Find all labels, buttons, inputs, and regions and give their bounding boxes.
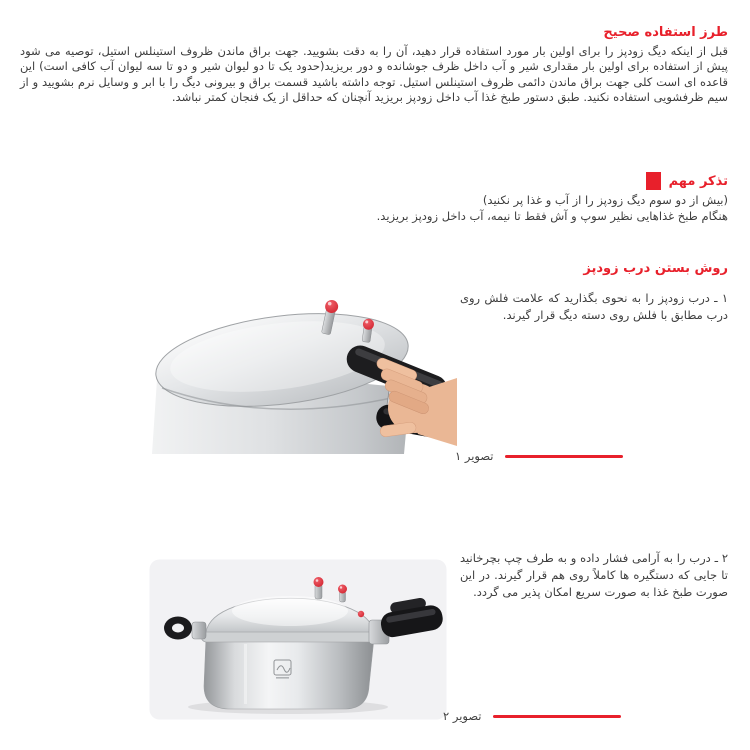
figure-2-photo [148, 558, 448, 721]
note-line-1: (بیش از دو سوم دیگ زودپز را از آب و غذا پر نکنید) [482, 193, 728, 207]
safety-valve-icon [314, 577, 324, 599]
step-2-text: ۲ ـ درب را به آرامی فشار داده و به طرف چپ بچرخانید تا جایی که دستگیره ها کاملاً روی هم قرار گیرند. در این صورت طبخ غذا به صورت سریع امکان پذیر می گردد. [460, 551, 728, 599]
usage-section-title: طرز استفاده صحیح [603, 25, 728, 40]
usage-paragraph: قبل از اینکه دیگ زودپز را برای اولین بار مورد استفاده قرار دهید، آن را به دقت بشویید. جهت براق ماندن ظروف استینلس استیل، توصیه می شود پیش از استفاده برای اولین بار مقداری شیر و آب داخل ظرف جوشانده و دور بریزید(حدود یک تا دو لیوان شیر و دو تا سه لیوان آب کافی است) این قاعده ای است کلی جهت براق ماندن دائمی ظروف استینلس استیل. توجه داشته باشید قسمت براق و بیرونی دیگ را با ابر و وسایل نرم بشویید و از سیم ظرفشویی استفاده نکنید. طبق دستور طبخ غذا آب داخل زودپز بریزید آنچنان که حداقل از یک فنجان کمتر نباشد. [20, 44, 728, 105]
figure-2-caption: تصویر ۲ [443, 709, 482, 723]
step-1-text: ۱ ـ درب زودپز را به نحوی بگذارید که علامت فلش روی درب مطابق با فلش روی دسته دیگ قرار گیرند. [460, 291, 728, 322]
note-line-2: هنگام طبخ غذاهایی نظیر سوپ و آش فقط تا نیمه، آب داخل زودپز بریزید. [376, 208, 728, 223]
note-heading [646, 172, 728, 190]
red-rule-line [505, 455, 623, 458]
note-body [20, 193, 728, 224]
pressure-cooker-illustration [148, 558, 448, 721]
indicator-dot-icon [358, 611, 364, 617]
closing-section-title: روش بستن درب زودپز [583, 261, 728, 276]
figure-1-photo [152, 296, 457, 454]
figure-2-caption-row [443, 709, 621, 723]
figure-1-caption-row [455, 449, 623, 463]
note-title: تذکر مهم [668, 173, 728, 189]
pressure-valve-icon [338, 585, 347, 603]
red-rule-line [493, 715, 621, 718]
pressure-cooker-lid-illustration [152, 296, 457, 454]
red-square-marker-icon [646, 172, 661, 190]
figure-1-caption: تصویر ۱ [455, 449, 494, 463]
